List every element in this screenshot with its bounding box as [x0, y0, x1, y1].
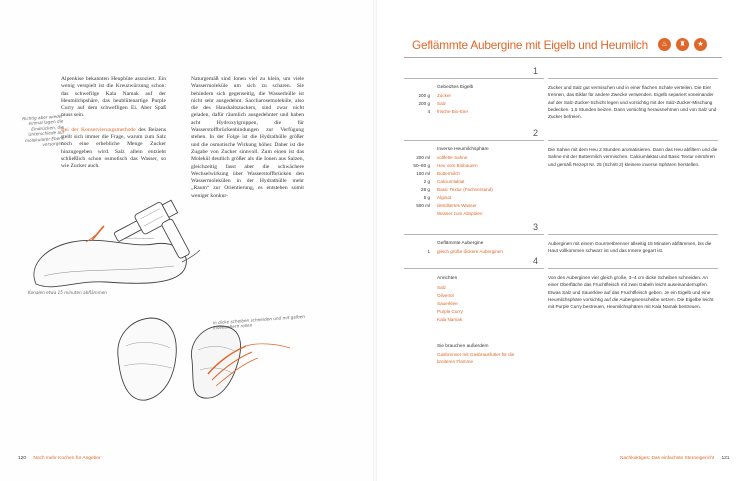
method-text-1: Zucker und Salz gut vermischen und in einer flachen Schale verteilen. Die Eier trennen, das Eiklar für andere Zwecke verwenden. Eigelb separiert voneinander auf der Salz-Zucker-Schicht legen und vorsichtig mit der Salz-Zucker-Mischung bedecken. 1,5 Stunden beizen. Dann vorsichtig herausnehmen und von Salz und Zucker befreien.	[548, 85, 717, 120]
ingredient-heading-1: Gebeiztes Eigelb	[437, 85, 474, 90]
konservierung-link[interactable]: Bei der Konservierungsmethode	[61, 126, 136, 133]
page-gutter	[373, 0, 377, 481]
step-number-1: 1	[533, 66, 539, 76]
step-rule-4b	[548, 268, 718, 269]
step-rule-4	[404, 268, 544, 269]
method-text-3: Auberginen mit einem Gourmetbrenner allseitig 15 Minuten abflämmen, bis die Haut vollkommen schwarz ist und das Innere gegart ist.	[548, 241, 712, 254]
step-rule-3	[404, 234, 544, 235]
step-rule-3b	[548, 234, 718, 235]
method-text-4: Von den Auberginen vier gleich große, 3–4 cm dicke Scheiben schneiden. An einer Oberfläche das Fruchtfleisch mit zwei Gabeln leicht auseinanderrupfen. Etwas Salz und Sauerklee auf das Fruchtfleisch geben. Je ein Eigelb und eine Heumilchsphäre vorsichtig auf die Auberginenscheibe setzen. Die Eigelbe leicht mit Purple Curry bestreuen, Heumilchsphären mit Kala Namak bestreuen.	[548, 275, 714, 310]
left-footer	[18, 456, 101, 461]
ingredient-heading-2: Inverse Heumilchsphäre	[437, 147, 489, 152]
ingredient-heading-4: Anrichten	[437, 276, 458, 281]
handwritten-note-2: Konalen etwa 15 minuten abflämmen	[28, 290, 107, 295]
page-number-left: 120	[18, 456, 27, 461]
paragraph-3: Naturgemäß sind Ionen viel zu klein, um viele Wassermoleküle um sich zu scharen. Sie behindern sich gegenseitig, die Wasserhülle ist nicht sehr ausgedehnt. Saccharosemoleküle, also die des Haushaltszuckers, sind zwar nicht geladen, dafür räumlich ausgedehnter und haben acht Hydroxylgruppen, die für Wasserstoffbrückenbindungen zur Verfügung stehen. In der Folge ist die Hydrathülle größer und die osmotische Wirkung höher. Daher ist die Zugabe von Zucker sinnvoll. Zum einen ist das Molekül deutlich größer als die Ionen aus Salzen, gleichzeitig fasst aber die schwächere Wechselwirkung über Wasserstoffbrücken den Wassermolekülen in der Hydrathülle mehr „Raum“ zur Orientierung, es entstehen somit weniger konkur-	[191, 76, 304, 199]
handwritten-note-3: in dicke scheiben schneiden und mit gelben Eisenanhern rollen	[212, 313, 306, 331]
ingredient-heading-3: Geflämmte Aubergine	[437, 241, 484, 246]
paragraph-2: Bei der Konservierungsmethode des Beizens stellt sich immer die Frage, warum zum Salz noch eine erhebliche Menge Zucker hinzugegeben wird. Salz allein entzieht schließlich schon osmotisch das Wasser, so wie Zucker auch.	[61, 126, 166, 170]
left-text-column-2	[191, 76, 304, 200]
star-icon: ★	[694, 38, 707, 51]
left-text-column-1	[61, 76, 166, 171]
paragraph-1: Alpenkise bekannten Heupbüte assoziert. Ein wenig verspielt ist die Kreuzwürzung schon: das schwefilge Kala Namak auf der Heumilchpshäre, das heublütenartige Purple Curry auf dem schwefligen Ei. Aber Spaß muss sein.	[61, 76, 166, 119]
flame-icon: ♨	[658, 38, 671, 51]
step-number-3: 3	[533, 222, 539, 232]
step-rule-2	[404, 140, 544, 141]
chapter-title-footer: Nachkoktiges: Das einfachste Sterneigericht	[620, 456, 715, 461]
right-footer	[620, 456, 735, 461]
eggplant-torch-sketch	[14, 196, 204, 296]
chef-hat-icon: ♜	[676, 38, 689, 51]
recipe-title: Geflämmte Aubergine mit Eigelb und Heumilch	[412, 38, 648, 52]
step-rule-2b	[548, 140, 718, 141]
title-rule	[404, 57, 722, 58]
step-rule-1b	[548, 78, 718, 79]
step-number-4: 4	[533, 256, 539, 266]
step-rule-1	[404, 78, 544, 79]
book-title-footer: Noch mehr Kochen für Angeber	[33, 456, 101, 461]
method-text-2: Die Sahne mit dem Heu 2 Stunden aromatisieren. Dann das Heu abfiltern und die Sahne mit der Buttermilch vermischen. Calciumlaktat und Basic Textur einrühren und gemäß Rezept Nr. 25 (Schritt 2) kleinere inverse Sphären herstellen.	[548, 147, 718, 167]
recipe-icons	[658, 38, 707, 51]
extra-heading: Sie brauchen außerdem	[437, 344, 489, 349]
step-number-2: 2	[533, 128, 539, 138]
page-number-right: 121	[721, 456, 730, 461]
extra-items: Gasbrenner mit Gasbrausfutter für die breiteren Flamme	[437, 352, 515, 364]
handwritten-note-1: Richtig aber wieder einmal lagen die Eindrücken, die Unterschiede auf molekularer Ebene versorgen.	[22, 113, 66, 147]
